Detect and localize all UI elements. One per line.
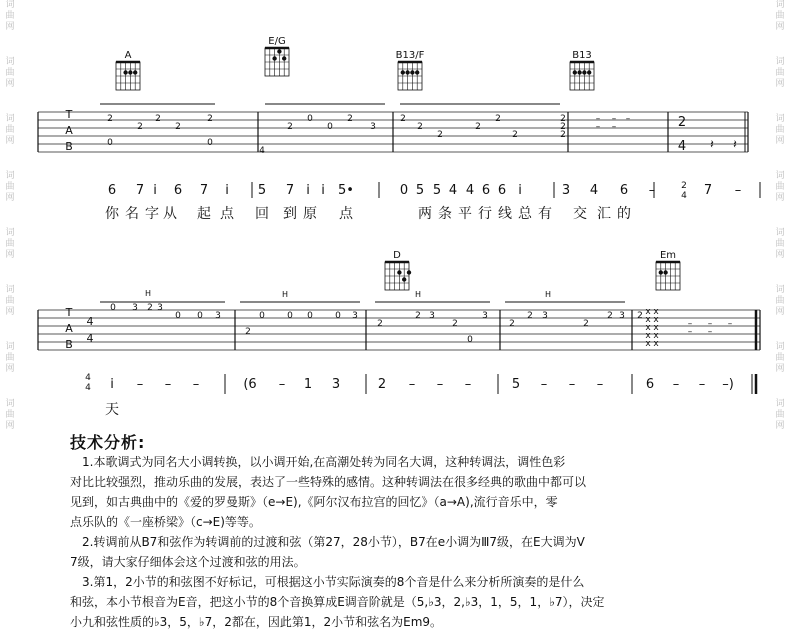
chord-dot	[415, 70, 419, 74]
hammer-mark: H	[281, 290, 289, 299]
mute-mark: x	[653, 315, 659, 325]
tab-number: 2	[245, 327, 251, 337]
jianpu-note: 7	[199, 183, 209, 198]
paragraph-line: 对比比较强烈，推动乐曲的发展，表达了一些特殊的感情。这种转调法在很多经典的歌曲中都可以	[70, 475, 587, 489]
tab-number: 2	[107, 114, 113, 124]
tab-label: A	[65, 124, 73, 137]
lyric-char: 名	[125, 206, 139, 222]
chord-dot	[282, 56, 286, 60]
watermark-text: 词曲网	[5, 114, 15, 146]
jianpu-note: –	[164, 377, 172, 392]
tab-label: B	[65, 140, 73, 153]
mute-mark: x	[653, 307, 659, 317]
jianpu-note: 6	[645, 377, 655, 392]
tab-number: 2	[560, 122, 566, 132]
tab-number: 3	[215, 311, 221, 321]
lyric-char: 条	[438, 206, 452, 222]
jianpu-note: 4	[448, 183, 458, 198]
tab-number: 2	[347, 114, 353, 124]
lyric-char: 回	[255, 206, 269, 222]
jianpu-note: –	[464, 377, 472, 392]
lyric-char: 总	[518, 206, 532, 222]
jianpu-note: –	[436, 377, 444, 392]
tab-number: 2	[415, 311, 421, 321]
lyric-char: 点	[220, 206, 234, 222]
paragraph-line: 7级，请大家仔细体会这个过渡和弦的用法。	[70, 555, 306, 569]
hammer-mark: H	[144, 289, 152, 298]
watermark-text: 词曲网	[5, 399, 15, 431]
jianpu-note: i	[321, 183, 325, 198]
tab-number: 3	[157, 303, 163, 313]
lyric-char: 起	[197, 206, 211, 222]
tab-number: 3	[619, 311, 625, 321]
chord-dot	[397, 270, 401, 274]
paragraph-line: 3.第1，2小节的和弦图不好标记，可根据这小节实际演奏的8个音是什么来分析所演奏的是什么	[82, 575, 585, 589]
jianpu-note: 6	[173, 183, 183, 198]
jianpu-note: 6	[497, 183, 507, 198]
tab-number: 3	[542, 311, 548, 321]
mute-mark: x	[645, 323, 651, 333]
mute-mark: x	[653, 339, 659, 349]
jianpu-note: –	[734, 183, 742, 198]
jianpu-note: 5	[415, 183, 425, 198]
chord-dot	[123, 70, 127, 74]
lyric-char: 从	[163, 206, 177, 222]
tab-rest: –	[595, 122, 601, 132]
paragraph-line: 和弦，本小节根音为E音，把这小节的8个音换算成E调音阶就是（5,♭3，2,♭3，1，5，1，♭7），决定	[70, 595, 605, 609]
watermark-text: 词曲网	[775, 285, 785, 317]
tab-number: 3	[370, 122, 376, 132]
lyric-char: 到	[283, 206, 297, 222]
lyric-char: 两	[418, 206, 432, 222]
mute-mark: x	[645, 315, 651, 325]
mute-mark: x	[653, 331, 659, 341]
jianpu-note: 5	[511, 377, 521, 392]
jianpu-note: –	[648, 183, 656, 198]
time-sig: 2	[681, 181, 687, 191]
watermark-text: 词曲网	[775, 0, 785, 32]
tab-rest: 𝄽	[710, 137, 714, 151]
time-sig: 4	[681, 191, 687, 201]
watermark-text: 词曲网	[5, 228, 15, 260]
chord-dot	[410, 70, 414, 74]
chord-name: B13/F	[395, 50, 425, 61]
tab-number: 2	[560, 114, 566, 124]
tab-label: T	[65, 306, 73, 319]
tab-number: 0	[467, 335, 473, 345]
chord-dot	[272, 56, 276, 60]
tab-rest: 𝄽	[733, 137, 737, 151]
tab-rest: –	[707, 319, 713, 329]
time-sig: 4	[85, 373, 91, 383]
jianpu-note: 7	[135, 183, 145, 198]
jianpu-note: 5	[432, 183, 442, 198]
time-sig: 4	[85, 383, 91, 393]
paragraph-line: 见到，如古典曲中的《爱的罗曼斯》（e→E),《阿尔汉布拉宫的回忆》（a→A),流行音乐中，零	[70, 495, 558, 509]
chord-dot	[663, 270, 667, 274]
jianpu-note: –	[278, 377, 286, 392]
tab-number: 2	[137, 122, 143, 132]
chord-dot	[659, 270, 663, 274]
tab-number: 2	[377, 319, 383, 329]
tab-number: 2	[560, 130, 566, 140]
jianpu-note: –	[568, 377, 576, 392]
lyric-char: 汇	[597, 206, 611, 222]
jianpu-note: 5•	[338, 183, 354, 198]
tab-number: 2	[417, 122, 423, 132]
tab-number: 2	[527, 311, 533, 321]
jianpu-note: i	[225, 183, 229, 198]
tab-number: 3	[352, 311, 358, 321]
tab-number: 2	[607, 311, 613, 321]
mute-mark: x	[645, 339, 651, 349]
tab-rest: –	[611, 114, 617, 124]
tab-number: 0	[197, 311, 203, 321]
tab-number: 2	[287, 122, 293, 132]
tab-number: 2	[509, 319, 515, 329]
tab-rest: –	[595, 114, 601, 124]
time-sig: 2	[677, 115, 687, 130]
tab-number: 0	[175, 311, 181, 321]
lyric-char: 天	[105, 402, 119, 418]
lyric-char: 你	[105, 206, 119, 222]
watermark-text: 词曲网	[5, 0, 15, 32]
time-sig: 4	[86, 315, 94, 328]
tab-number: 0	[307, 311, 313, 321]
paragraph-line: 2.转调前从B7和弦作为转调前的过渡和弦（第27，28小节），B7在e小调为Ⅲ7级，在E大调为Ⅴ	[82, 535, 585, 549]
tab-number: 3	[482, 311, 488, 321]
tab-number: 2	[452, 319, 458, 329]
tab-rest: –	[707, 327, 713, 337]
tab-rest: –	[687, 327, 693, 337]
lyric-char: 平	[458, 206, 472, 222]
jianpu-note: –	[192, 377, 200, 392]
watermark-text: 词曲网	[5, 285, 15, 317]
jianpu-note: 6	[481, 183, 491, 198]
jianpu-note: 6	[619, 183, 629, 198]
watermark-text: 词曲网	[775, 114, 785, 146]
lyric-char: 线	[498, 206, 512, 222]
watermark-text: 词曲网	[775, 57, 785, 89]
tab-number: 2	[475, 122, 481, 132]
tab-number: 3	[132, 303, 138, 313]
tab-number: 4	[259, 146, 265, 156]
tab-number: 2	[637, 311, 643, 321]
chord-dot	[133, 70, 137, 74]
jianpu-note: i	[153, 183, 157, 198]
lyric-char: 交	[573, 206, 587, 222]
tab-rest: –	[611, 122, 617, 132]
tab-rest: –	[625, 114, 631, 124]
lyric-char: 原	[303, 206, 317, 222]
tab-number: 2	[207, 114, 213, 124]
time-sig: 4	[677, 139, 687, 154]
watermark-text: 词曲网	[5, 57, 15, 89]
jianpu-note: –	[596, 377, 604, 392]
tab-rest: –	[687, 319, 693, 329]
lyric-char: 行	[478, 206, 492, 222]
watermark-text: 词曲网	[5, 171, 15, 203]
watermark-text: 词曲网	[775, 228, 785, 260]
chord-dot	[405, 70, 409, 74]
chord-dot	[128, 70, 132, 74]
jianpu-note: 3	[561, 183, 571, 198]
jianpu-note: 4	[465, 183, 475, 198]
lyric-char: 点	[339, 206, 353, 222]
chord-dot	[277, 49, 281, 53]
chord-dot	[402, 277, 406, 281]
jianpu-note: 4	[589, 183, 599, 198]
chord-name: D	[393, 250, 401, 261]
tab-label: B	[65, 338, 73, 351]
tab-number: 2	[400, 114, 406, 124]
tab-number: 2	[155, 114, 161, 124]
jianpu-note: 5	[257, 183, 267, 198]
tab-number: 0	[110, 303, 116, 313]
tab-number: 3	[429, 311, 435, 321]
paragraph-line: 1.本歌调式为同名大小调转换，以小调开始,在高潮处转为同名大调，这种转调法，调性色彩	[82, 455, 566, 469]
jianpu-note: 6	[107, 183, 117, 198]
watermark-text: 词曲网	[5, 342, 15, 374]
chord-dot	[582, 70, 586, 74]
tab-label: A	[65, 322, 73, 335]
paragraph-line: 点乐队的《一座桥梁》（c→E)等等。	[70, 515, 261, 529]
jianpu-note: (6	[243, 377, 257, 392]
paragraph-line: 小九和弦性质的♭3，5，♭7，2都在，因此第1，2小节和弦名为Em9。	[70, 615, 443, 629]
tab-number: 2	[175, 122, 181, 132]
lyric-char: 的	[617, 206, 631, 222]
watermark-text: 词曲网	[775, 171, 785, 203]
time-sig: 4	[86, 332, 94, 345]
tab-number: 0	[307, 114, 313, 124]
lyric-char: 字	[145, 206, 159, 222]
chord-name: B13	[572, 50, 592, 61]
jianpu-note: 1	[303, 377, 313, 392]
watermark-text: 词曲网	[775, 342, 785, 374]
chord-name: E/G	[268, 36, 286, 47]
hammer-mark: H	[544, 290, 552, 299]
jianpu-note: i	[518, 183, 522, 198]
tab-number: 0	[335, 311, 341, 321]
jianpu-note: 0	[399, 183, 409, 198]
tab-rest: –	[727, 319, 733, 329]
section-title: 技术分析:	[70, 433, 146, 452]
lyric-char: 有	[538, 206, 552, 222]
tab-number: 0	[259, 311, 265, 321]
jianpu-note: –)	[722, 377, 734, 392]
chord-dot	[587, 70, 591, 74]
jianpu-note: –	[672, 377, 680, 392]
chord-dot	[573, 70, 577, 74]
jianpu-note: –	[136, 377, 144, 392]
chord-name: Em	[659, 250, 677, 261]
jianpu-note: 2	[377, 377, 387, 392]
chord-name: A	[124, 50, 132, 61]
chord-dot	[407, 270, 411, 274]
chord-dot	[577, 70, 581, 74]
tab-number: 0	[327, 122, 333, 132]
jianpu-note: i	[306, 183, 310, 198]
jianpu-note: i	[110, 377, 114, 392]
jianpu-note: 7	[703, 183, 713, 198]
tab-number: 0	[107, 138, 113, 148]
tab-number: 0	[207, 138, 213, 148]
tab-number: 2	[437, 130, 443, 140]
mute-mark: x	[653, 323, 659, 333]
tab-number: 2	[583, 319, 589, 329]
tab-number: 2	[512, 130, 518, 140]
chord-dot	[401, 70, 405, 74]
hammer-mark: H	[414, 290, 422, 299]
jianpu-note: 3	[331, 377, 341, 392]
jianpu-note: –	[698, 377, 706, 392]
tab-number: 2	[147, 303, 153, 313]
watermark-text: 词曲网	[775, 399, 785, 431]
tab-label: T	[65, 108, 73, 121]
tab-number: 0	[287, 311, 293, 321]
tab-number: 2	[495, 114, 501, 124]
jianpu-note: –	[408, 377, 416, 392]
jianpu-note: –	[540, 377, 548, 392]
jianpu-note: 7	[285, 183, 295, 198]
mute-mark: x	[645, 331, 651, 341]
mute-mark: x	[645, 307, 651, 317]
